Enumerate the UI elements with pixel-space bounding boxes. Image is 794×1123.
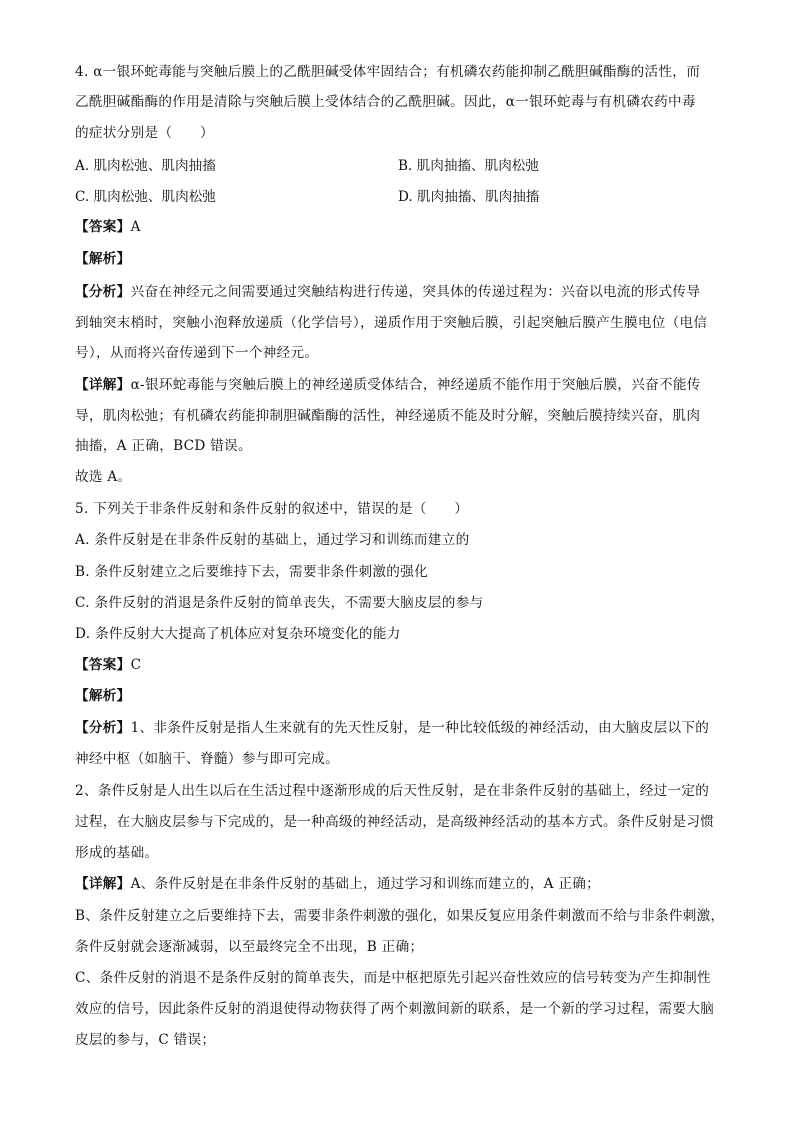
q5-answer-value: C [130, 657, 142, 673]
q4-xiangjie-line-1 [75, 375, 701, 395]
q5-fenxi-line-5: 形成的基础。 [75, 845, 159, 861]
q5-option-b: B. 条件反射建立之后要维持下去，需要非条件刺激的强化 [75, 564, 428, 580]
q4-answer-value: A [130, 219, 141, 235]
q5-option-c: C. 条件反射的消退是条件反射的简单丧失，不需要大脑皮层的参与 [75, 595, 484, 611]
q4-option-c: C. 肌肉松弛、肌肉松弛 [75, 189, 216, 205]
q4-fenxi-line-2: 到轴突末梢时，突触小泡释放递质（化学信号），递质作用于突触后膜，引起突触后膜产生膜电位（电信 [75, 315, 708, 331]
q5-option-d: D. 条件反射大大提高了机体应对复杂环境变化的能力 [75, 626, 401, 642]
q4-stem-line-2: 乙酰胆碱酯酶的作用是清除与突触后膜上受体结合的乙酰胆碱。因此，α一银环蛇毒与有机磷农药中毒 [75, 94, 696, 110]
q5-fenxi-line-2: 神经中枢（如脑干、脊髓）参与即可完成。 [75, 751, 339, 767]
q4-xiangjie-line-3: 抽搐，A 正确，BCD 错误。 [75, 438, 252, 454]
q4-xiangjie-tag: 【详解】 [75, 377, 131, 393]
q5-xiangjie-tag: 【详解】 [75, 876, 131, 892]
q5-fenxi-line-1 [75, 718, 709, 738]
q5-analysis-heading [75, 686, 131, 706]
q4-answer-tag: 【答案】 [75, 219, 131, 235]
q4-option-d: D. 肌肉抽搐、肌肉抽搐 [398, 189, 540, 205]
q4-conclusion: 故选 A。 [75, 469, 132, 485]
q4-answer [75, 217, 141, 237]
q4-option-b: B. 肌肉抽搐、肌肉松弛 [398, 158, 539, 174]
q5-answer-tag: 【答案】 [75, 657, 131, 673]
q5-xiangjie-text-1: A、条件反射是在非条件反射的基础上，通过学习和训练而建立的，A 正确； [130, 876, 601, 892]
q4-stem-line-1: 4. α一银环蛇毒能与突触后膜上的乙酰胆碱受体牢固结合；有机磷农药能抑制乙酰胆碱酯酶的活性，而 [75, 64, 701, 80]
q5-fenxi-tag: 【分析】 [75, 720, 131, 736]
q4-xiangjie-line-2: 导，肌肉松弛；有机磷农药能抑制胆碱酯酶的活性，神经递质不能及时分解，突触后膜持续兴奋，肌肉 [75, 408, 701, 424]
q4-fenxi-tag: 【分析】 [75, 284, 131, 300]
q4-xiangjie-text-1: α-银环蛇毒能与突触后膜上的神经递质受体结合，神经递质不能作用于突触后膜，兴奋不能传 [130, 377, 701, 393]
q5-stem: 5. 下列关于非条件反射和条件反射的叙述中，错误的是（ ） [75, 501, 469, 517]
q5-fenxi-text-1: 1、非条件反射是指人生来就有的先天性反射，是一种比较低级的神经活动，由大脑皮层以下的 [130, 720, 710, 736]
q4-fenxi-line-3: 号），从而将兴奋传递到下一个神经元。 [75, 345, 319, 361]
q4-fenxi-text-1: 兴奋在神经元之间需要通过突触结构进行传递，突具体的传递过程为：兴奋以电流的形式传导 [130, 284, 701, 300]
q5-fenxi-line-4: 过程，在大脑皮层参与下完成的，是一种高级的神经活动，是高级神经活动的基本方式。条件反射是习惯 [75, 814, 715, 830]
q4-analysis-heading [75, 249, 131, 269]
q5-option-a: A. 条件反射是在非条件反射的基础上，通过学习和训练而建立的 [75, 532, 470, 548]
q5-xiangjie-line-1 [75, 874, 600, 894]
q5-fenxi-line-3: 2、条件反射是人出生以后在生活过程中逐渐形成的后天性反射，是在非条件反射的基础上，经过一定的 [75, 783, 710, 799]
q5-xiangjie-line-2: B、条件反射建立之后要维持下去，需要非条件刺激的强化，如果反复应用条件刺激而不给与非条件刺激， [75, 908, 725, 924]
q5-xiangjie-line-3: 条件反射就会逐渐减弱，以至最终完全不出现，B 正确； [75, 939, 424, 955]
q4-stem-line-3: 的症状分别是（ ） [75, 125, 214, 141]
q4-option-a: A. 肌肉松弛、肌肉抽搐 [75, 158, 216, 174]
q4-analysis-tag: 【解析】 [75, 251, 131, 267]
q5-xiangjie-line-4: C、条件反射的消退不是条件反射的简单丧失，而是中枢把原先引起兴奋性效应的信号转变为产生抑制性 [75, 970, 711, 986]
q5-answer [75, 655, 141, 675]
q5-analysis-tag: 【解析】 [75, 688, 131, 704]
q5-xiangjie-line-6: 皮层的参与，C 错误； [75, 1032, 216, 1048]
q4-fenxi-line-1 [75, 282, 700, 302]
q5-xiangjie-line-5: 效应的信号，因此条件反射的消退使得动物获得了两个刺激间新的联系，是一个新的学习过程，需要大脑 [75, 1001, 715, 1017]
